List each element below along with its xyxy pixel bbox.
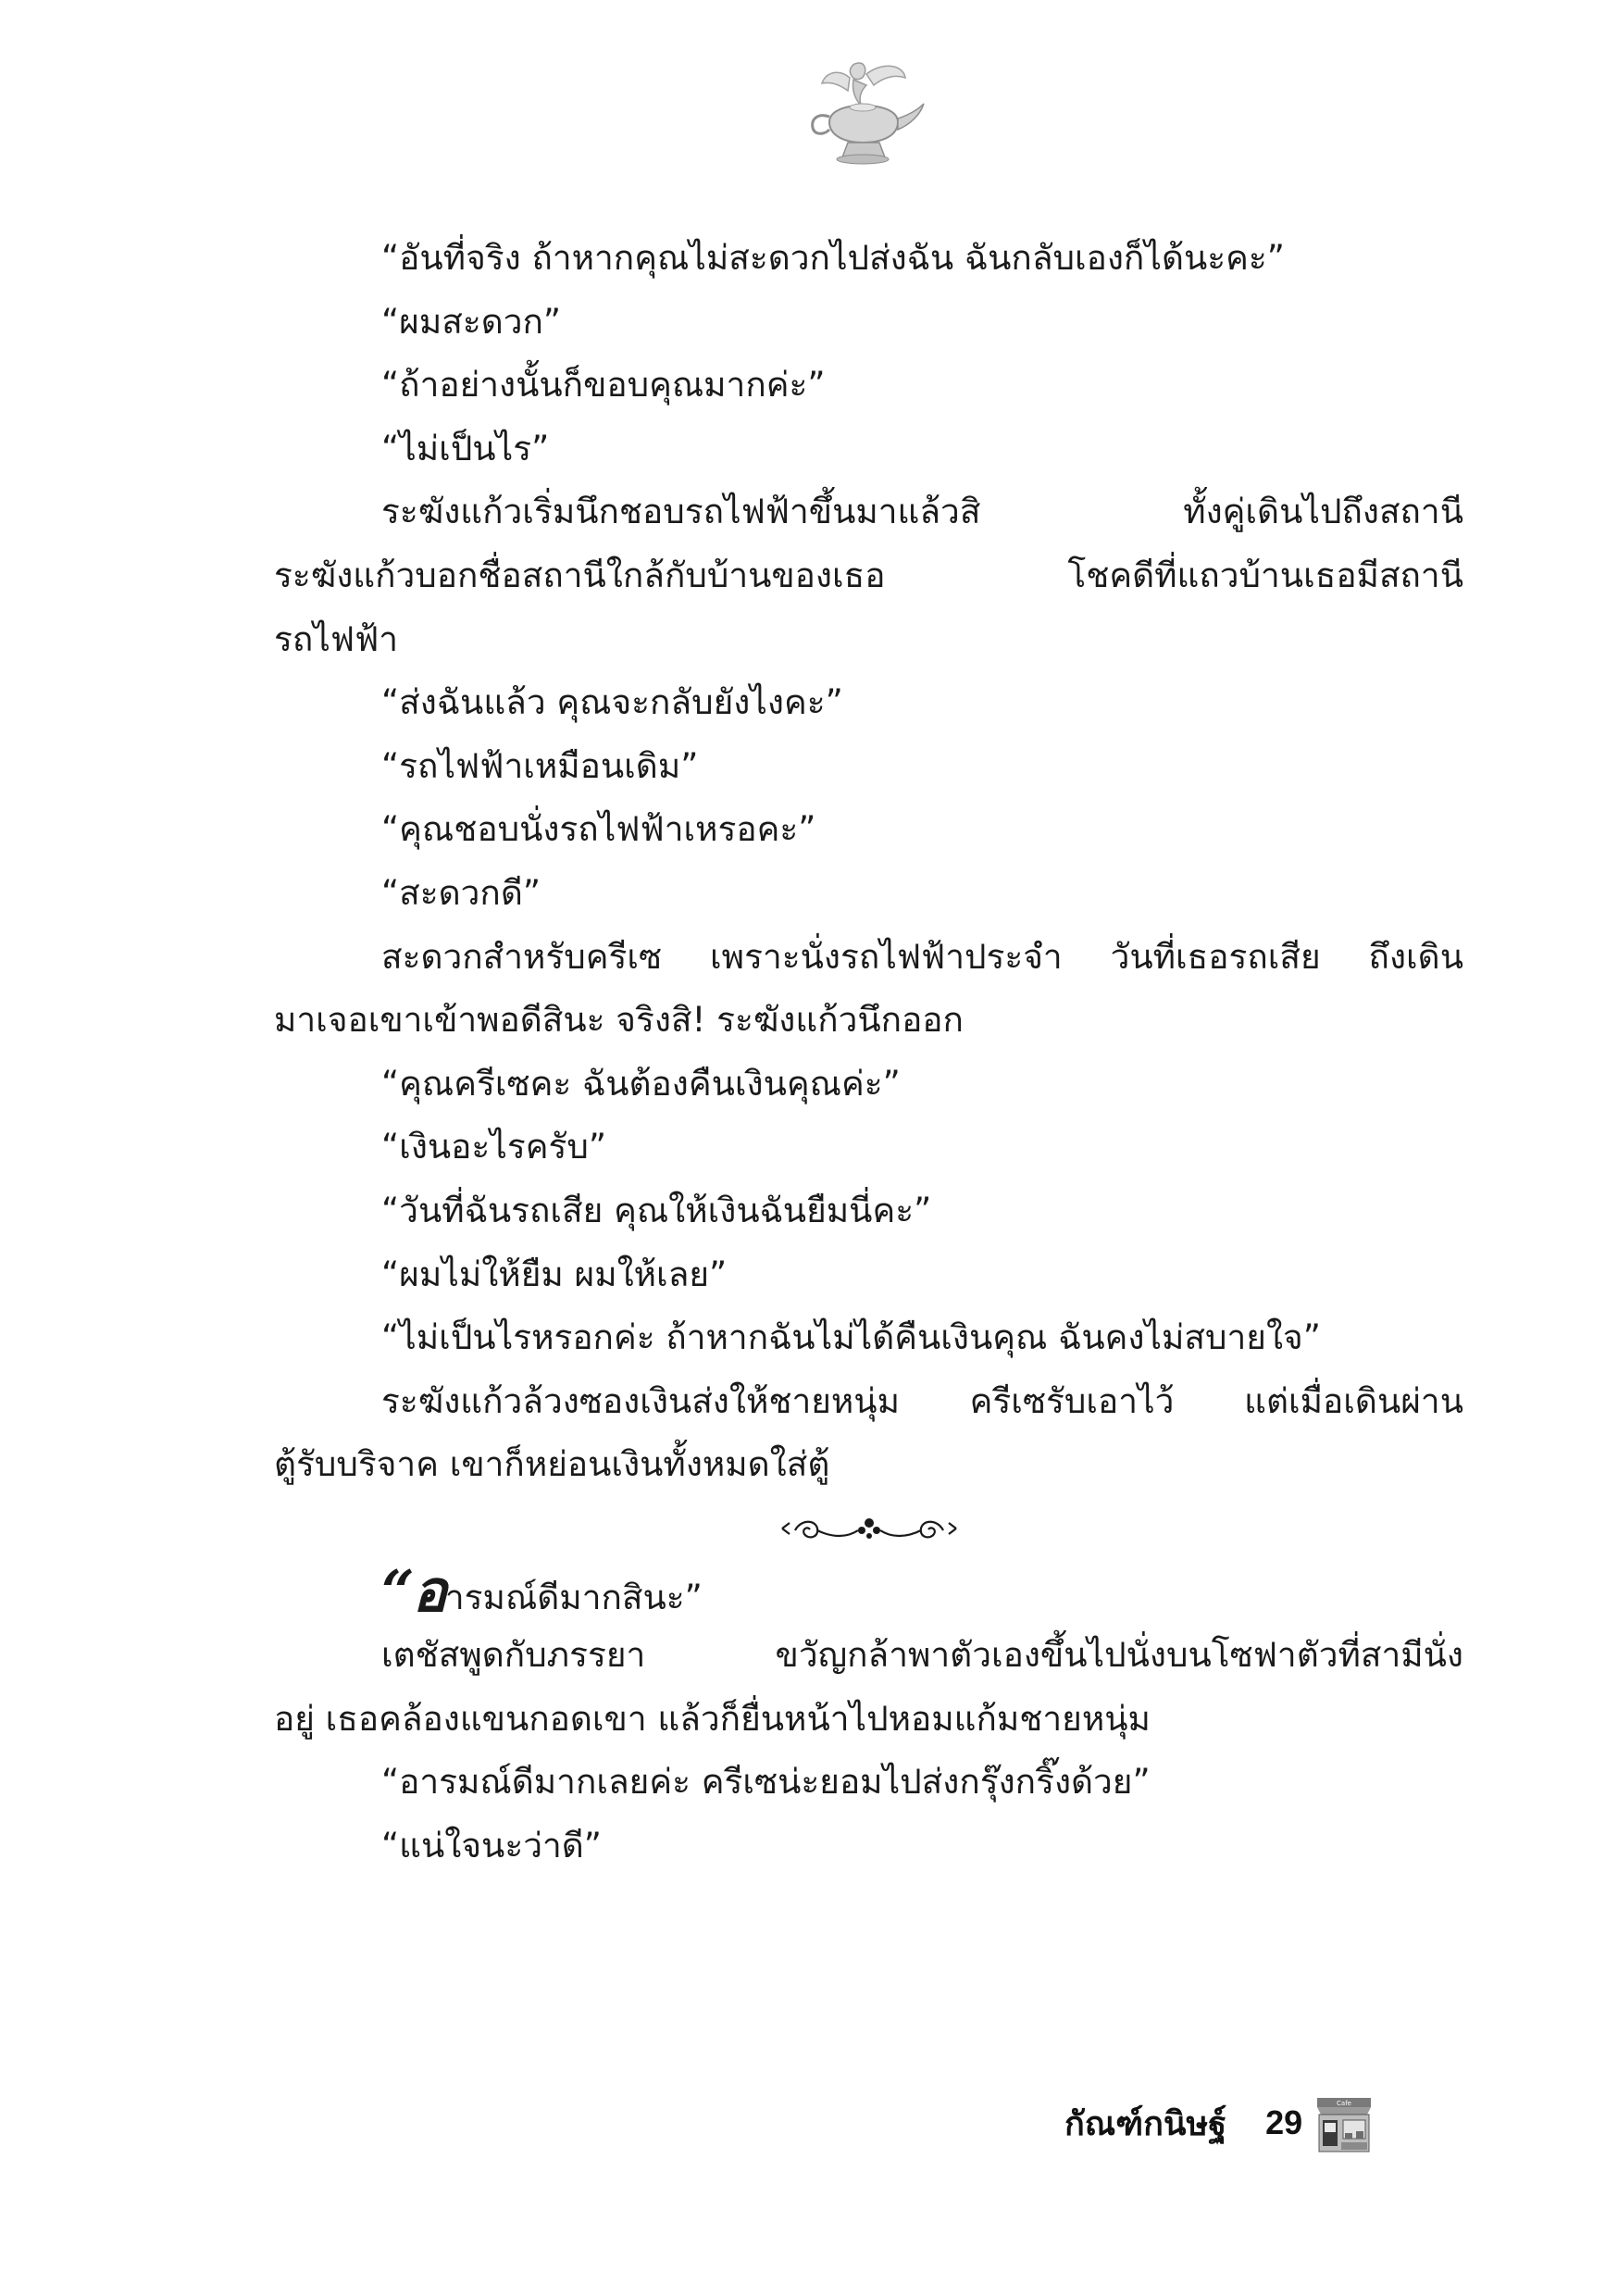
paragraph-line: “เงินอะไรครับ” [381, 1127, 607, 1167]
author-name: กัณฑ์กนิษฐ์ [1064, 2104, 1227, 2143]
section-opening-line [274, 1557, 1463, 1626]
paragraph-line: “รถไฟฟ้าเหมือนเดิม” [381, 745, 699, 786]
paragraph-line: “แน่ใจนะว่าดี” [381, 1825, 602, 1866]
paragraph-line: “ผมสะดวก” [381, 301, 562, 342]
paragraph-line: ระฆังแก้วล้วงซองเงินส่งให้ชายหนุ่ม ครีเซรับเอาไว้ แต่เมื่อเดินผ่าน [381, 1380, 1463, 1421]
paragraph-line: ระฆังแก้วเริ่มนึกชอบรถไฟฟ้าขึ้นมาแล้วสิ ทั้งคู่เดินไปถึงสถานี [381, 492, 1463, 532]
page-footer [1064, 2090, 1373, 2155]
page-number: 29 [1265, 2103, 1303, 2141]
paragraph-line: “อารมณ์ดีมากเลยค่ะ ครีเซน่ะยอมไปส่งกรุ๊งกริ๊งด้วย” [381, 1762, 1151, 1803]
shop-sign-text: Cafe [1337, 2100, 1352, 2107]
paragraph-line: “ไม่เป็นไรหรอกค่ะ ถ้าหากฉันไม่ได้คืนเงินคุณ ฉันคงไม่สบายใจ” [381, 1317, 1321, 1358]
paragraph-line: “คุณครีเซคะ ฉันต้องคืนเงินคุณค่ะ” [381, 1063, 901, 1104]
paragraph-line: “ถ้าอย่างนั้นก็ขอบคุณมากค่ะ” [381, 365, 826, 406]
paragraph-line: ตู้รับบริจาค เขาก็หย่อนเงินทั้งหมดใส่ตู้ [274, 1444, 830, 1485]
floral-flourish-divider-icon [777, 1510, 962, 1547]
paragraph-line: มาเจอเขาเข้าพอดีสินะ จริงสิ! ระฆังแก้วนึกออก [274, 1000, 964, 1041]
paragraph-line: “ส่งฉันแล้ว คุณจะกลับยังไงคะ” [381, 682, 843, 723]
paragraph-line: สะดวกสำหรับครีเซ เพราะนั่งรถไฟฟ้าประจำ วันที่เธอรถเสีย ถึงเดิน [381, 936, 1463, 977]
paragraph-line: ระฆังแก้วบอกชื่อสถานีใกล้กับบ้านของเธอ โชคดีที่แถวบ้านเธอมีสถานี [274, 555, 1463, 595]
paragraph-line: “วันที่ฉันรถเสีย คุณให้เงินฉันยืมนี่คะ” [381, 1190, 932, 1230]
paragraph-line: “อันที่จริง ถ้าหากคุณไม่สะดวกไปส่งฉัน ฉันกลับเองก็ได้นะคะ” [381, 238, 1285, 278]
paragraph-line: “ผมไม่ให้ยืม ผมให้เลย” [381, 1254, 728, 1294]
paragraph-line: “คุณชอบนั่งรถไฟฟ้าเหรอคะ” [381, 809, 816, 850]
paragraph-line: รถไฟฟ้า [274, 618, 399, 659]
paragraph-line: อยู่ เธอคล้องแขนกอดเขา แล้วก็ยื่นหน้าไปหอมแก้มชายหนุ่ม [274, 1698, 1151, 1739]
section-separator [274, 1497, 1463, 1561]
drop-cap: “อ [381, 1557, 445, 1626]
paragraph-line: “ไม่เป็นไร” [381, 428, 550, 468]
teapot-angel-ornament-icon [802, 57, 926, 167]
paragraph-line: เตชัสพูดกับภรรยา ขวัญกล้าพาตัวเองขึ้นไปนั่งบนโซฟาตัวที่สามีนั่ง [381, 1635, 1463, 1676]
cafe-shop-icon [1315, 2092, 1373, 2153]
opening-line-text: ารมณ์ดีมากสินะ” [444, 1578, 703, 1618]
chapter-text [274, 227, 1463, 1878]
paragraph-line: “สะดวกดี” [381, 872, 541, 913]
